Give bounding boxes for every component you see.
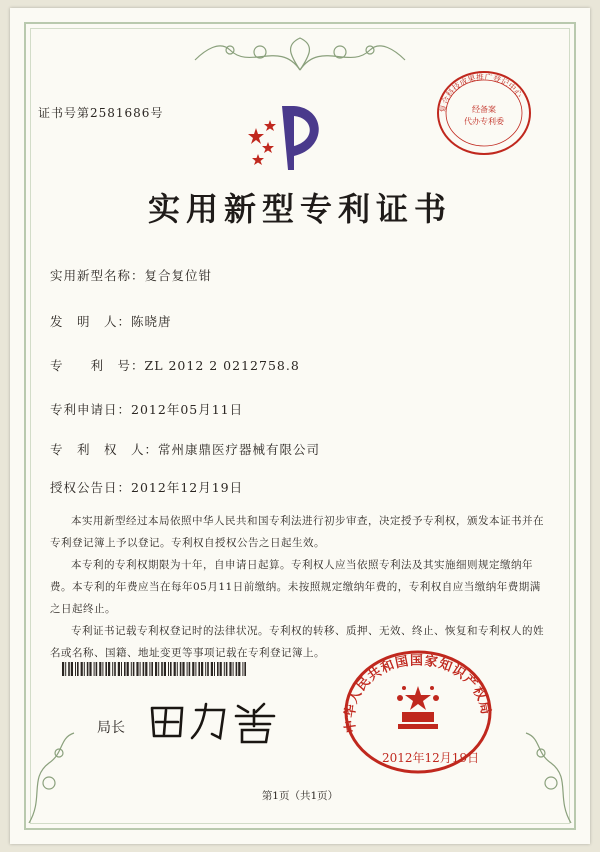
- body-paragraph: 专利证书记载专利权登记时的法律状况。专利权的转移、质押、无效、终止、恢复和专利权人的姓名或名称、国籍、地址变更等事项记载在专利登记簿上。: [50, 625, 544, 659]
- director-signature-icon: [144, 696, 284, 746]
- field-value: 2012年05月11日: [131, 402, 244, 417]
- body-paragraph: 本专利的专利权期限为十年，自申请日起算。专利权人应当依照专利法及其实施细则规定缴纳年费。本专利的年费应当在每年05月11日前缴纳。未按照规定缴纳年费的，专利权自应当缴纳年费期满之日起终止。: [50, 559, 541, 615]
- bottom-right-ornament-icon: [516, 728, 576, 828]
- field-label: 发 明 人：: [50, 314, 132, 329]
- field-label: 授权公告日：: [50, 480, 132, 495]
- patent-office-logo-icon: [236, 98, 336, 178]
- registration-stamp: [434, 68, 534, 158]
- certificate-title: 实用新型专利证书: [147, 190, 452, 228]
- field-patentee: [50, 440, 320, 458]
- barcode-icon: [62, 662, 248, 676]
- stamp-line-1: 经备案: [472, 105, 496, 114]
- field-grant-date: [50, 478, 243, 496]
- certificate-sheet: [10, 8, 590, 844]
- field-label: 专 利 号：: [50, 358, 145, 373]
- field-value: 陈晓唐: [131, 314, 172, 329]
- field-filing-date: [50, 400, 243, 418]
- seal-org-text: 中华人民共和国国家知识产权局: [342, 653, 494, 734]
- field-value: 常州康鼎医疗器械有限公司: [158, 442, 321, 457]
- field-utility-model-name: [50, 266, 212, 284]
- bottom-left-ornament-icon: [24, 728, 84, 828]
- certificate-body-text: [50, 510, 550, 664]
- director-label: 局长: [97, 720, 125, 736]
- certificate-number: 证书号第2581686号: [38, 106, 164, 120]
- field-label: 专利申请日：: [50, 402, 132, 417]
- field-label: 专 利 权 人：: [50, 442, 159, 457]
- page-number: 第1页（共1页）: [261, 790, 339, 802]
- field-patent-number: [50, 356, 300, 374]
- field-value: 2012年12月19日: [131, 480, 244, 495]
- seal-date: 2012年12月19日: [382, 751, 480, 765]
- field-value: 复合复位钳: [144, 268, 213, 283]
- field-value: ZL 2012 2 0212758.8: [144, 358, 300, 373]
- stamp-line-2: 代办专利委: [464, 117, 504, 126]
- stamp-arc-text: 复合科技成果推广登记中心: [438, 72, 524, 114]
- top-ornament-icon: [190, 30, 410, 80]
- body-paragraph: 本实用新型经过本局依照中华人民共和国专利法进行初步审查，决定授予专利权，颁发本证书并在专利登记簿上予以登记。专利权自授权公告之日起生效。: [50, 515, 544, 549]
- field-inventor: [50, 312, 172, 330]
- field-label: 实用新型名称：: [50, 268, 145, 283]
